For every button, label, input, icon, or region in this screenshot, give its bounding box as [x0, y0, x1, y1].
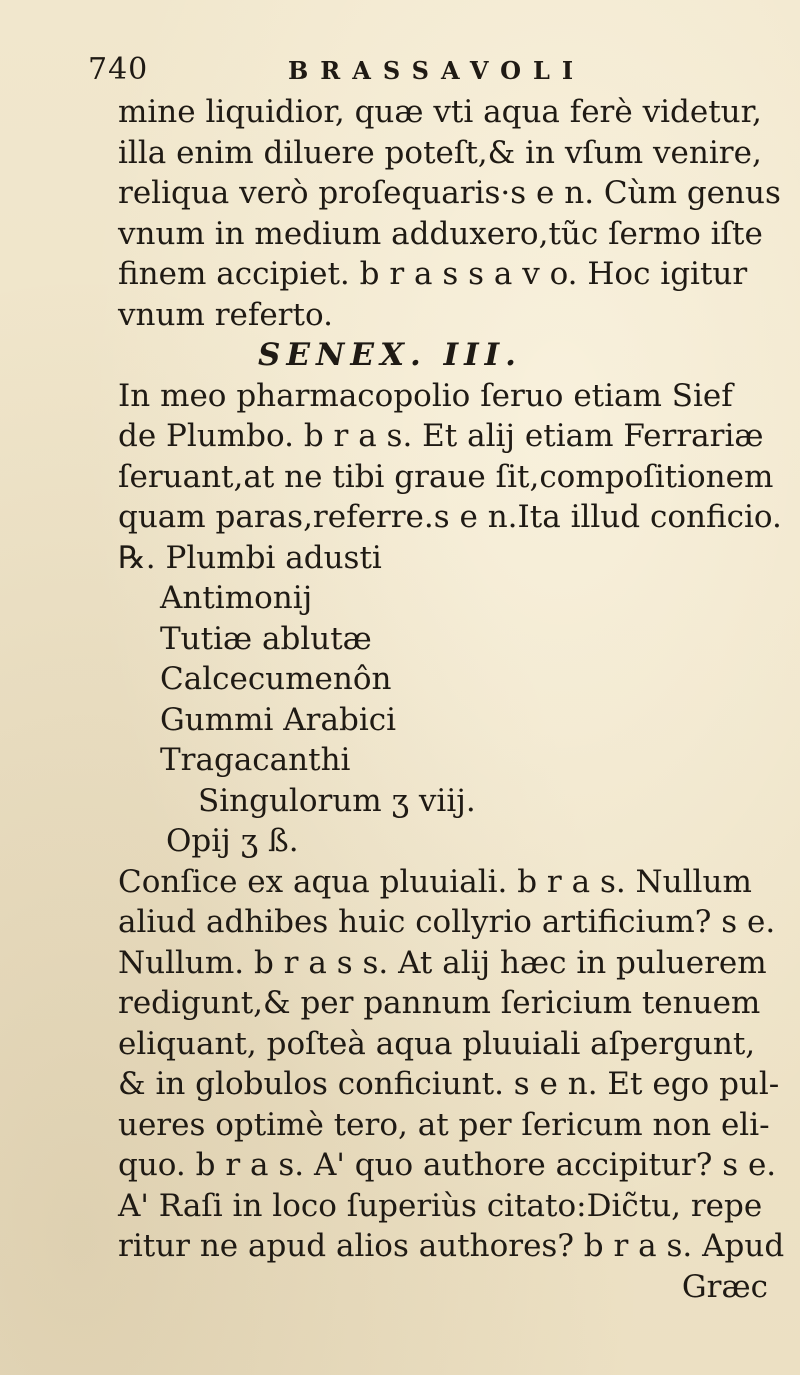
ingredient-line: Tragacanthi [160, 742, 351, 778]
text-line: vnum referto. [118, 296, 333, 333]
text-line: quam paras,referre.s e n.Ita illud conficio. [118, 499, 782, 535]
text-line: quo. b r a s. A' quo authore accipitur? s e. [118, 1147, 777, 1183]
ingredient-line: Calcecumenôn [160, 661, 392, 697]
page-number: 740 [88, 52, 149, 87]
text-line: reliqua verò proſequaris·s e n. Cùm genus [118, 175, 781, 211]
recipe-line: ℞. Plumbi adusti [118, 539, 382, 576]
ingredient-line: Singulorum ʒ viij. [198, 782, 476, 819]
text-line: In meo pharmacopolio ſeruo etiam Sief [118, 377, 733, 414]
text-line: mine liquidior, quæ vti aqua ferè videtur, [118, 94, 762, 130]
ingredient-line: Antimonij [160, 580, 313, 616]
ingredient-line: Opij ʒ ß. [166, 823, 299, 859]
text-line: finem accipiet. b r a s s a v o. Hoc igitur [118, 256, 748, 292]
text-line: redigunt,& per pannum ſericium tenuem [118, 985, 761, 1021]
text-line: illa enim diluere poteſt,& in vſum venire, [118, 134, 762, 171]
text-line: ritur ne apud alios authores? b r a s. Apud [118, 1228, 785, 1264]
running-head: BRASSAVOLI [288, 56, 586, 85]
ingredient-line: Gummi Arabici [160, 701, 397, 738]
body-text [118, 92, 785, 1307]
catchword: Græc [681, 1268, 768, 1305]
text-line: ſeruant,at ne tibi graue ſit,compoſitionem [118, 458, 774, 495]
text-line: Nullum. b r a s s. At alij hæc in puluerem [118, 944, 767, 981]
text-line: eliquant, poſteà aqua pluuiali aſpergunt, [118, 1025, 756, 1062]
section-heading: SENEX. III. [258, 337, 522, 373]
text-line: Conſice ex aqua pluuiali. b r a s. Nullum [118, 863, 752, 900]
text-line: & in globulos conficiunt. s e n. Et ego pul- [118, 1066, 780, 1102]
text-line: ueres optimè tero, at per ſericum non eli- [118, 1106, 770, 1143]
text-line: A' Raſi in loco ſuperiùs citato:Dic̃tu, repe [118, 1187, 763, 1224]
page-header [88, 48, 708, 92]
text-line: de Plumbo. b r a s. Et alij etiam Ferrariæ [118, 418, 764, 454]
ingredient-line: Tutiæ ablutæ [160, 620, 372, 657]
text-line: aliud adhibes huic collyrio artificium? s e. [118, 904, 776, 940]
text-line: vnum in medium adduxero,tũc ſermo iſte [118, 215, 763, 252]
